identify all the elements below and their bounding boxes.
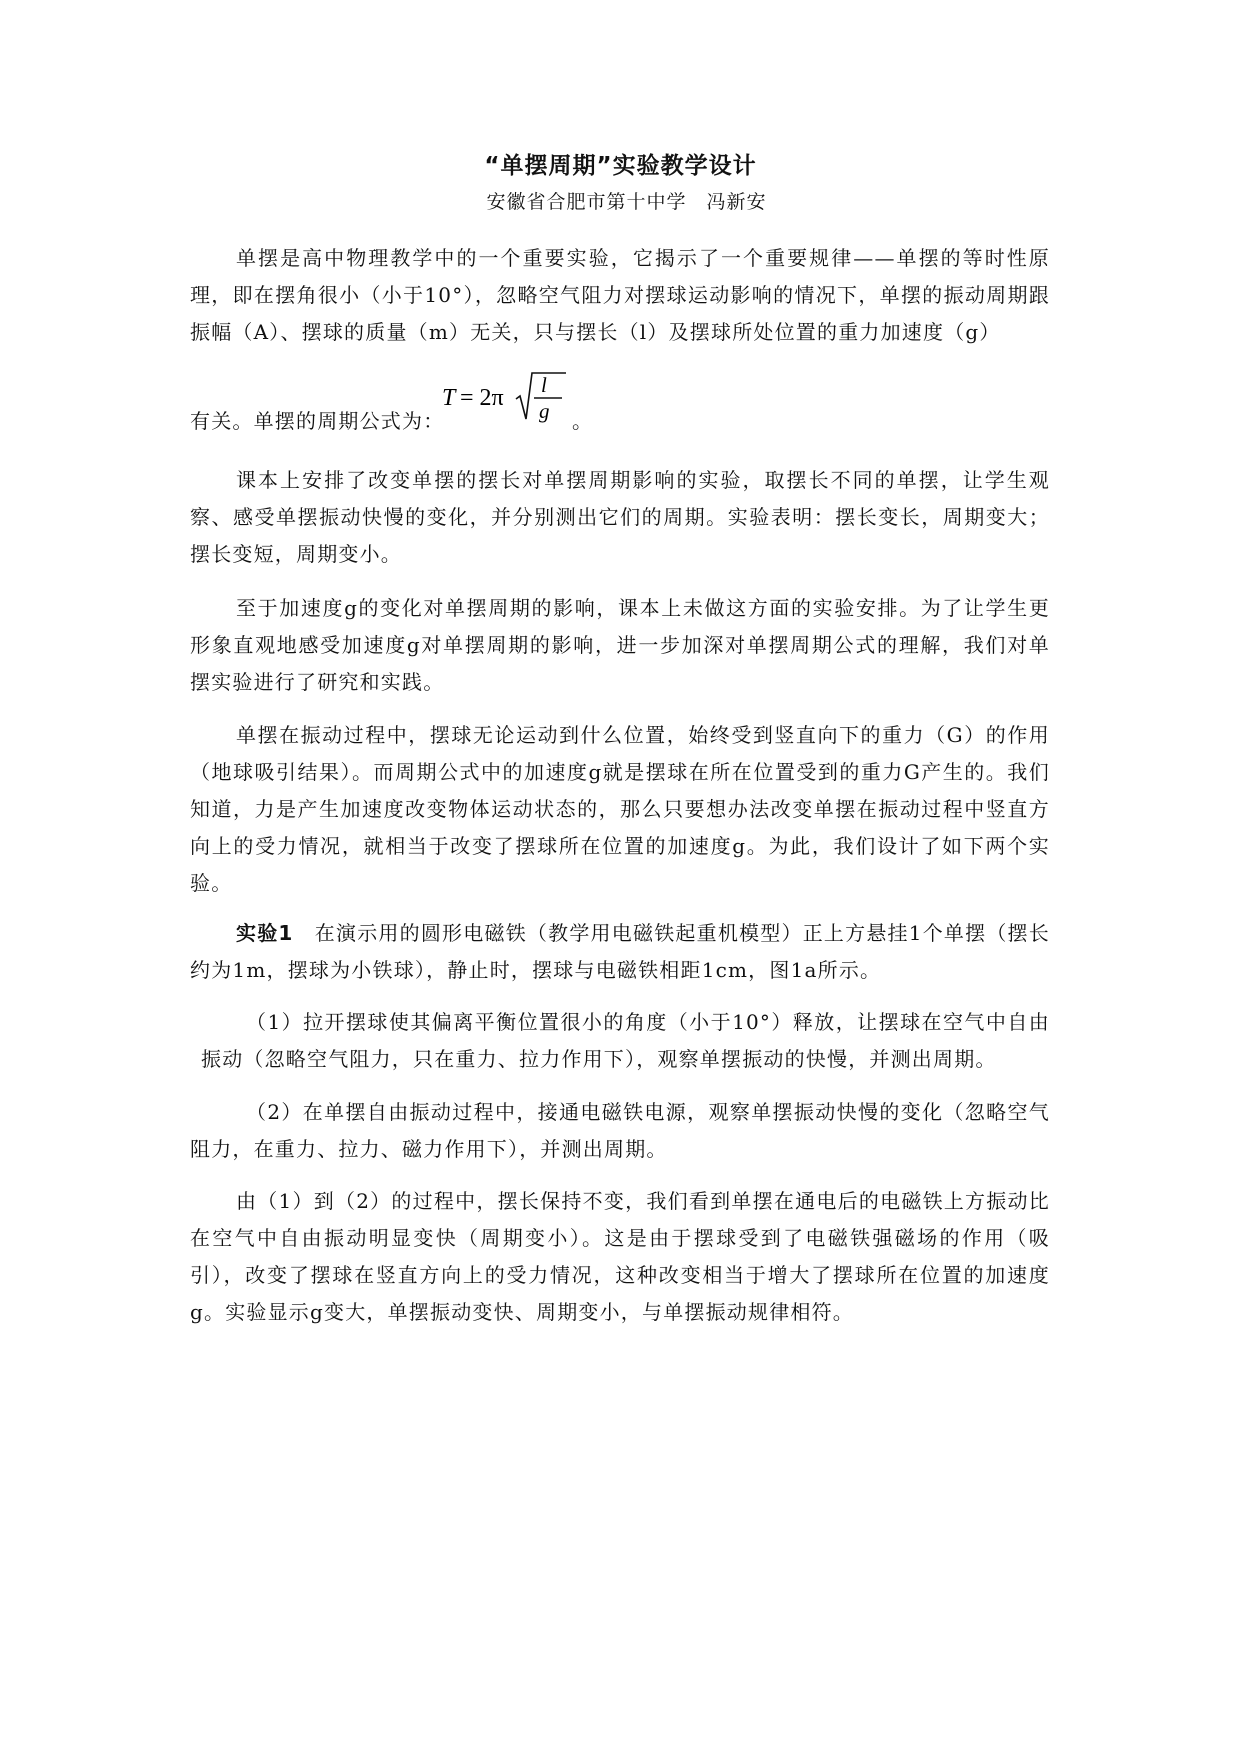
- formula-lead-text: 有关。单摆的周期公式为：: [190, 409, 445, 433]
- author-line: 安徽省合肥市第十中学 冯新安: [486, 191, 767, 213]
- paragraph-textbook: 课本上安排了改变单摆的摆长对单摆周期影响的实验，取摆长不同的单摆，让学生观察、感受单摆振动快慢的变化，并分别测出它们的周期。实验表明：摆长变长，周期变大；摆长变短，周期变小。: [190, 468, 1050, 566]
- step-2: （2）在单摆自由振动过程中，接通电磁铁电源，观察单摆振动快慢的变化（忽略空气阻力，在重力、拉力、磁力作用下），并测出周期。: [190, 1100, 1050, 1161]
- paragraph-theory: 单摆在振动过程中，摆球无论运动到什么位置，始终受到竖直向下的重力（G）的作用（地球吸引结果）。而周期公式中的加速度g就是摆球在所在位置受到的重力G产生的。我们知道，力是产生加速度改变物体运动状态的，那么只要想办法改变单摆在振动过程中竖直方向上的受力情况，就相当于改变了摆球所在位置的加速度g。为此，我们设计了如下两个实验。: [190, 723, 1050, 895]
- formula-numerator: l: [541, 373, 547, 397]
- formula-line: [190, 373, 1050, 433]
- document-title: “单摆周期”实验教学设计: [484, 153, 757, 179]
- experiment-1-label: 实验1: [236, 921, 294, 945]
- paragraph-conclusion: 由（1）到（2）的过程中，摆长保持不变，我们看到单摆在通电后的电磁铁上方振动比在空气中自由振动明显变快（周期变小）。这是由于摆球受到了电磁铁强磁场的作用（吸引），改变了摆球在竖直方向上的受力情况，这种改变相当于增大了摆球所在位置的加速度g。实验显示g变大，单摆振动变快、周期变小，与单摆振动规律相符。: [190, 1189, 1050, 1324]
- step-1: （1）拉开摆球使其偏离平衡位置很小的角度（小于10°）释放，让摆球在空气中自由振动（忽略空气阻力，只在重力、拉力作用下），观察单摆振动的快慢，并测出周期。: [201, 1010, 1050, 1071]
- paragraph-intro: 单摆是高中物理教学中的一个重要实验，它揭示了一个重要规律——单摆的等时性原理，即在摆角很小（小于10°），忽略空气阻力对摆球运动影响的情况下，单摆的振动周期跟振幅（A）、摆球的质量（m）无关，只与摆长（l）及摆球所处位置的重力加速度（g）: [190, 246, 1050, 344]
- formula-eq: = 2π: [460, 385, 504, 411]
- paragraph-experiment-1: [190, 915, 1050, 989]
- formula-lhs: T: [442, 385, 456, 411]
- experiment-1-text: 在演示用的圆形电磁铁（教学用电磁铁起重机模型）正上方悬挂1个单摆（摆长约为1m，摆球为小铁球），静止时，摆球与电磁铁相距1cm，图1a所示。: [190, 921, 1050, 982]
- paragraph-acceleration: 至于加速度g的变化对单摆周期的影响，课本上未做这方面的实验安排。为了让学生更形象直观地感受加速度g对单摆周期的影响，进一步加深对单摆周期公式的理解，我们对单摆实验进行了研究和实践。: [190, 596, 1050, 694]
- period-formula: [440, 369, 570, 429]
- formula-tail: 。: [572, 409, 592, 433]
- formula-denominator: g: [539, 399, 550, 423]
